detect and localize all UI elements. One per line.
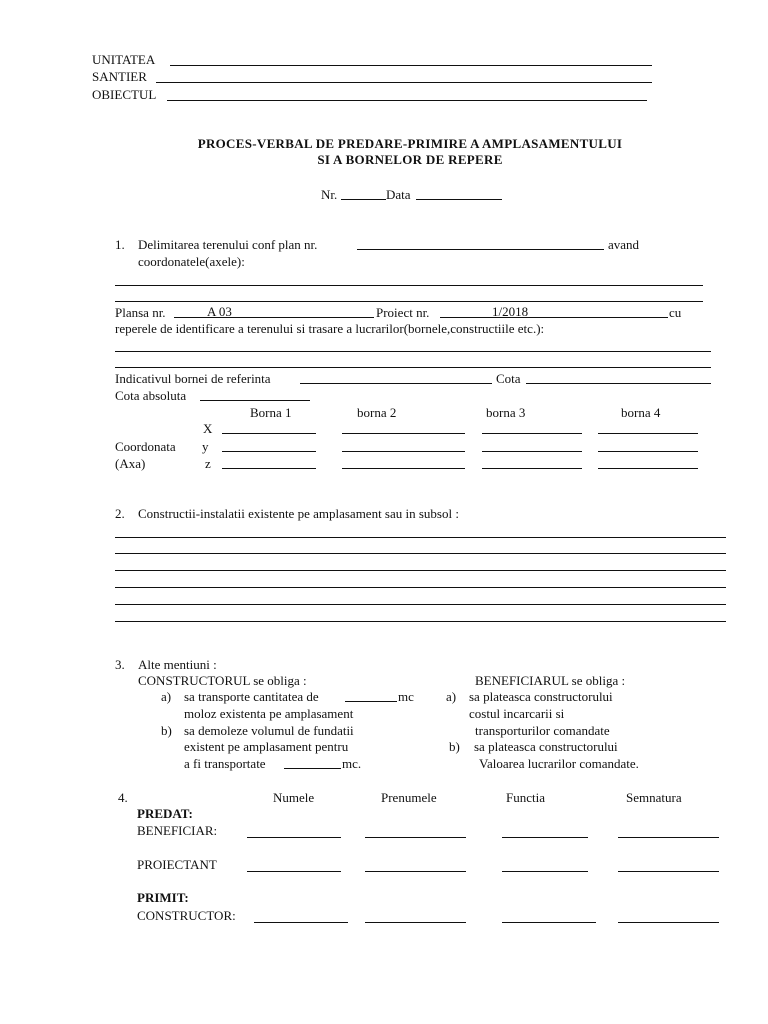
header-unitatea-line[interactable] [170, 65, 652, 66]
col-functia: Functia [506, 790, 545, 805]
borna-4-header: borna 4 [621, 405, 661, 420]
beneficiar-a-line1: sa plateasca constructorului [469, 689, 613, 704]
plansa-label: Plansa nr. [115, 305, 166, 320]
constructii-line-2[interactable] [115, 553, 726, 554]
constructor-heading: CONSTRUCTORUL se obliga : [138, 673, 307, 688]
axis-z-label: z [205, 456, 211, 471]
borna-3-header: borna 3 [486, 405, 526, 420]
document-title-line2: SI A BORNELOR DE REPERE [317, 152, 503, 167]
reperele-line-1[interactable] [115, 351, 711, 352]
borna-2-header: borna 2 [357, 405, 397, 420]
proiectant-numele[interactable] [247, 871, 341, 872]
axes-line-2[interactable] [115, 301, 703, 302]
cota-absoluta-label: Cota absoluta [115, 388, 187, 403]
constructor-row-label: CONSTRUCTOR: [137, 908, 236, 923]
reperele-line-2[interactable] [115, 367, 711, 368]
beneficiar-prenumele[interactable] [365, 837, 466, 838]
proiect-label: Proiect nr. [376, 305, 430, 320]
borna-4-z[interactable] [598, 468, 698, 469]
col-semnatura: Semnatura [626, 790, 682, 805]
constructor-b-line3: a fi transportate [184, 756, 266, 771]
beneficiar-heading: BENEFICIARUL se obliga : [475, 673, 626, 688]
beneficiar-b-line2: Valoarea lucrarilor comandate. [479, 756, 639, 771]
constructor-a-line2: moloz existenta pe amplasament [184, 706, 354, 721]
beneficiar-a-line2: costul incarcarii si [469, 706, 565, 721]
beneficiar-functia[interactable] [502, 837, 588, 838]
data-label: Data [386, 187, 411, 202]
borna-2-x[interactable] [342, 433, 465, 434]
plansa-line[interactable] [174, 317, 374, 318]
proiectant-prenumele[interactable] [365, 871, 466, 872]
indicativ-line[interactable] [300, 383, 492, 384]
plan-nr-line[interactable] [357, 249, 604, 250]
axes-line-1[interactable] [115, 285, 703, 286]
constructor-prenumele[interactable] [365, 922, 466, 923]
borna-1-header: Borna 1 [250, 405, 292, 420]
header-obiectul-label: OBIECTUL [92, 87, 157, 102]
proiectant-functia[interactable] [502, 871, 588, 872]
constructor-a-mc: mc [398, 689, 414, 704]
axis-y-label: y [202, 439, 209, 454]
cantitate-line[interactable] [345, 701, 397, 702]
beneficiar-semnatura[interactable] [618, 837, 719, 838]
constructii-line-1[interactable] [115, 537, 726, 538]
proiect-line[interactable] [440, 317, 668, 318]
header-santier-label: SANTIER [92, 69, 147, 84]
borna-4-y[interactable] [598, 451, 698, 452]
borna-2-z[interactable] [342, 468, 465, 469]
cu-label: cu [669, 305, 682, 320]
section1-text: Delimitarea terenului conf plan nr. [138, 237, 318, 252]
section4-number: 4. [118, 790, 128, 805]
axa-label: (Axa) [115, 456, 146, 471]
constructor-a-label: a) [161, 689, 172, 704]
reperele-text: reperele de identificare a terenului si trasare a lucrarilor(bornele,constructiile etc.): [115, 321, 545, 336]
cota-absoluta-line[interactable] [200, 400, 310, 401]
cota-label: Cota [496, 371, 521, 386]
borna-3-y[interactable] [482, 451, 582, 452]
primit-heading: PRIMIT: [137, 890, 189, 905]
nr-label: Nr. [321, 187, 338, 202]
proiect-value: 1/2018 [492, 304, 529, 319]
constructii-line-5[interactable] [115, 604, 726, 605]
constructii-line-6[interactable] [115, 621, 726, 622]
cota-line[interactable] [526, 383, 711, 384]
coordonata-label: Coordonata [115, 439, 176, 454]
document-title-line1: PROCES-VERBAL DE PREDARE-PRIMIRE A AMPLASAMENTULUI [197, 136, 623, 151]
constructor-b-label: b) [161, 723, 172, 738]
predat-heading: PREDAT: [137, 806, 193, 821]
borna-3-z[interactable] [482, 468, 582, 469]
beneficiar-a-line3: transporturilor comandate [475, 723, 610, 738]
header-unitatea-label: UNITATEA [92, 52, 156, 67]
constructii-line-4[interactable] [115, 587, 726, 588]
nr-line[interactable] [341, 199, 386, 200]
indicativ-label: Indicativul bornei de referinta [115, 371, 271, 386]
borna-3-x[interactable] [482, 433, 582, 434]
constructii-line-3[interactable] [115, 570, 726, 571]
proiectant-semnatura[interactable] [618, 871, 719, 872]
col-prenumele: Prenumele [381, 790, 437, 805]
axis-x-label: X [203, 421, 213, 436]
borna-2-y[interactable] [342, 451, 465, 452]
borna-1-y[interactable] [222, 451, 316, 452]
data-line[interactable] [416, 199, 502, 200]
constructor-a-line1: sa transporte cantitatea de [184, 689, 319, 704]
constructor-b-line2: existent pe amplasament pentru [184, 739, 349, 754]
constructor-b-mc: mc. [342, 756, 362, 771]
borna-1-z[interactable] [222, 468, 316, 469]
col-numele: Numele [273, 790, 315, 805]
proiectant-row-label: PROIECTANT [137, 857, 217, 872]
section3-number: 3. [115, 657, 125, 672]
plansa-value: A 03 [207, 304, 232, 319]
section2-text: Constructii-instalatii existente pe amplasament sau in subsol : [138, 506, 459, 521]
constructor-b-line1: sa demoleze volumul de fundatii [184, 723, 354, 738]
header-santier-line[interactable] [156, 82, 652, 83]
borna-4-x[interactable] [598, 433, 698, 434]
beneficiar-b-line1: sa plateasca constructorului [474, 739, 618, 754]
section1-avand: avand [608, 237, 640, 252]
fundatii-volume-line[interactable] [284, 768, 341, 769]
section2-number: 2. [115, 506, 125, 521]
constructor-functia[interactable] [502, 922, 596, 923]
section1-coordonatele: coordonatele(axele): [138, 254, 245, 269]
section1-number: 1. [115, 237, 125, 252]
beneficiar-b-label: b) [449, 739, 460, 754]
constructor-semnatura[interactable] [618, 922, 719, 923]
beneficiar-a-label: a) [446, 689, 457, 704]
borna-1-x[interactable] [222, 433, 316, 434]
beneficiar-row-label: BENEFICIAR: [137, 823, 218, 838]
constructor-numele[interactable] [254, 922, 348, 923]
beneficiar-numele[interactable] [247, 837, 341, 838]
header-obiectul-line[interactable] [167, 100, 647, 101]
section3-title: Alte mentiuni : [138, 657, 217, 672]
